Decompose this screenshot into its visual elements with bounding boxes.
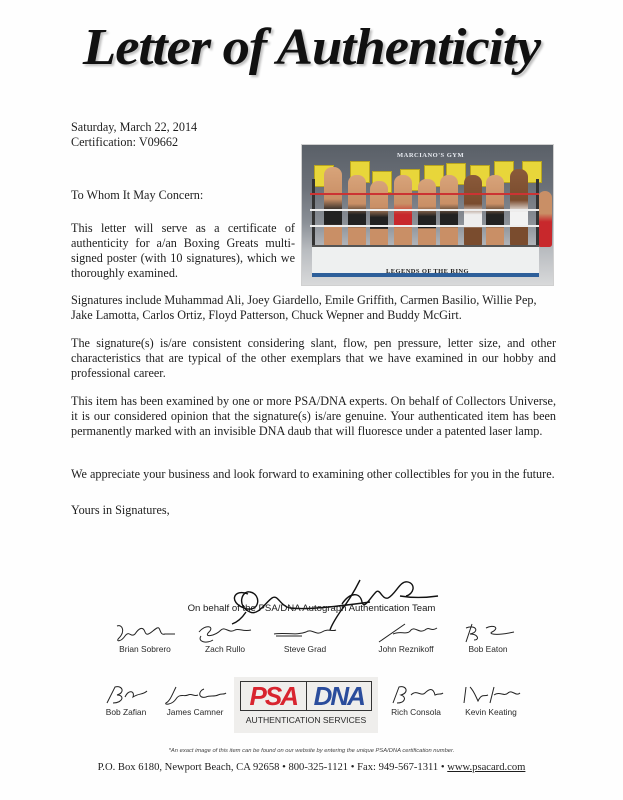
certification-label: Certification: (71, 135, 136, 149)
poster-boxer (370, 181, 388, 247)
signature-james-camner (160, 683, 230, 717)
signature-kevin-keating (458, 683, 524, 717)
footer-disclaimer: *An exact image of this item can be found on our website by entering the unique PSA/DNA certification number. (168, 748, 455, 754)
poster-caption: LEGENDS OF THE RING (386, 268, 469, 275)
signature-scribble-icon (460, 683, 522, 707)
footer-phone: 800-325-1121 (288, 762, 349, 773)
poster-boxer (418, 179, 436, 247)
logo-dna-text: DNA (313, 680, 364, 711)
logo-box (240, 681, 372, 711)
signature-rich-consola (384, 683, 448, 717)
poster-boxer (464, 175, 482, 247)
footer-contact (0, 762, 623, 773)
ring-rope (310, 225, 539, 227)
paragraph-consistency: The signature(s) is/are consistent considering slant, flow, pen pressure, letter size, and other characteristics that are typical of the other exemplars that we have examined in our hobby and professional career. (71, 336, 556, 380)
poster-boxer (394, 175, 412, 247)
poster-boxer (538, 191, 552, 247)
signer-name: Brian Sobrero (119, 644, 171, 654)
poster-boxer (510, 169, 528, 247)
signer-name: Steve Grad (283, 644, 327, 654)
signature-scribble-icon (371, 622, 441, 644)
greeting: To Whom It May Concern: (71, 188, 204, 202)
website-link[interactable]: www.psacard.com (447, 762, 526, 773)
poster-gym-sign: MARCIANO'S GYM (397, 152, 465, 159)
team-line: On behalf of the PSA/DNA Autograph Authentication Team (187, 603, 436, 614)
signature-steve-grad (270, 622, 340, 654)
letter-date: Saturday, March 22, 2014 (71, 120, 198, 134)
separator: • (348, 762, 358, 773)
separator: • (279, 762, 289, 773)
poster-boxer (486, 175, 504, 247)
paragraph-signatures: Signatures include Muhammad Ali, Joey Giardello, Emile Griffith, Carmen Basilio, Willie Pep, Jake Lamotta, Carlos Ortiz, Floyd Patterson, Chuck Wepner and Buddy McGirt. (71, 293, 537, 322)
signature-bob-zafian (96, 683, 156, 717)
poster-boxer (348, 175, 366, 247)
letter-meta (71, 120, 197, 150)
footer-fax: Fax: 949-567-1311 (357, 762, 439, 773)
logo-psa-text: PSA (241, 682, 307, 710)
signer-name: Bob Eaton (468, 644, 508, 654)
paragraph-opinion: This item has been examined by one or more PSA/DNA experts. On behalf of Collectors Universe, it is our considered opinion that the signature(s) is/are genuine. Your authenticated item has been permanently marked with an invisible DNA daub that will fluoresce under a patented laser lamp. (71, 394, 556, 438)
psa-dna-logo (234, 677, 378, 733)
ring-rope (310, 193, 539, 195)
signature-scribble-icon (162, 683, 228, 707)
signature-brian-sobrero (110, 622, 180, 654)
certification-number: V09662 (138, 135, 179, 149)
separator: • (438, 762, 448, 773)
signature-bob-eaton (458, 622, 518, 654)
logo-subtitle: AUTHENTICATION SERVICES (245, 715, 367, 725)
signer-name: Rich Consola (391, 707, 441, 717)
footer-address: P.O. Box 6180, Newport Beach, CA 92658 (97, 762, 280, 773)
signature-john-reznikoff (368, 622, 444, 654)
signer-name: Zach Rullo (204, 644, 246, 654)
poster-image (301, 144, 554, 286)
letter-title: Letter of Authenticity (82, 19, 541, 76)
signature-scribble-icon (272, 622, 338, 644)
signer-name: Bob Zafian (105, 707, 147, 717)
signer-name: James Camner (166, 707, 224, 717)
ring-rope (310, 209, 539, 211)
paragraph-appreciation: We appreciate your business and look forward to examining other collectibles for you in the future. (71, 467, 555, 481)
certification-line (71, 135, 197, 150)
signature-scribble-icon (195, 622, 255, 644)
paragraph-intro: This letter will serve as a certificate of authenticity for a/an Boxing Greats multi-signed poster (with 10 signatures), which we thoroughly examined. (71, 221, 295, 280)
closing: Yours in Signatures, (71, 503, 170, 517)
poster-boxer (440, 175, 458, 247)
signature-scribble-icon (99, 683, 153, 707)
signer-name: John Reznikoff (378, 644, 434, 654)
signature-scribble-icon (460, 622, 516, 644)
poster-boxer (324, 167, 342, 247)
signature-scribble-icon (113, 622, 177, 644)
signature-scribble-icon (387, 683, 445, 707)
signer-name: Kevin Keating (465, 707, 517, 717)
signature-zach-rullo (192, 622, 258, 654)
